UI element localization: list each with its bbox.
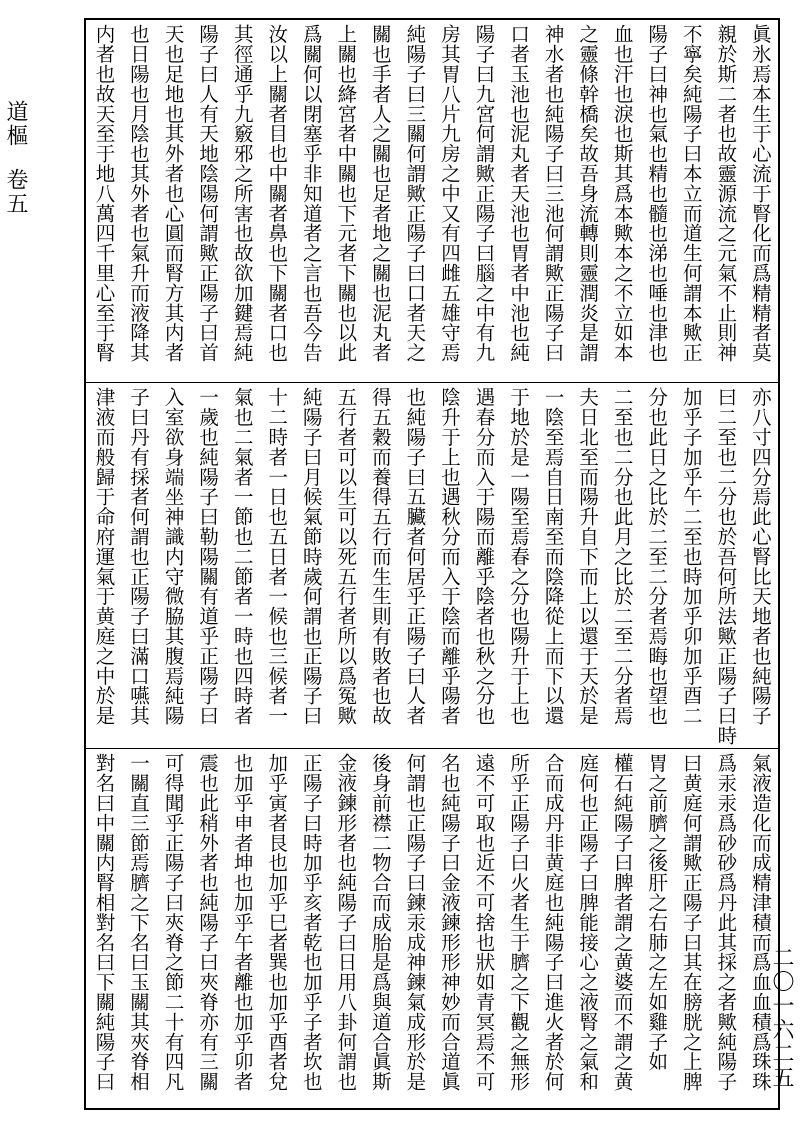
text-column: 權石純陽子曰脾者謂之黄婆而不謂之黄	[610, 753, 634, 1092]
text-column: 亦八寸四分焉此心腎比天地者也純陽子	[748, 387, 772, 726]
text-column: 其徑通乎九竅邪之所害也故欲加鍵焉純	[230, 24, 254, 363]
text-column: 名也純陽子曰金液鍊形形神妙而合道眞	[437, 753, 461, 1092]
text-column: 合而成丹非黄庭也純陽子曰進火者於何	[541, 753, 565, 1092]
text-column: 天也足地也其外者也心圓而腎方其内者	[161, 24, 185, 363]
text-column: 汝以上關者目也中關者鼻也下關者口也	[265, 24, 289, 363]
text-column: 上關也絳宮者中關也下元者下關也以此	[334, 24, 358, 363]
page-number: 二〇一六二五	[769, 946, 794, 1090]
text-column: 親於斯二者也故靈源流之元氣不止則神	[714, 24, 738, 363]
text-column: 正陽子曰時加乎亥者乾也加乎子者坎也	[299, 753, 323, 1092]
text-column: 二至也二分也此月之比於二至二分者焉	[610, 387, 634, 726]
text-column: 陽子曰九宮何謂歟正陽子曰腦之中有九	[472, 24, 496, 363]
text-column: 加乎寅者艮也加乎巳者巽也加乎酉者兌	[265, 753, 289, 1092]
text-column: 五行者可以生可以死五行者所以爲冤歟	[334, 387, 358, 726]
text-column: 分也此日之比於二至二分者焉晦也望也	[645, 387, 669, 726]
text-column: 眞氷焉本生于心流于腎化而爲精精者莫	[748, 24, 772, 363]
text-column: 氣液造化而成精津積而爲血血積爲珠珠	[748, 753, 772, 1092]
text-column: 遇春分而入于陽而離乎陰者也秋之分也	[472, 387, 496, 726]
text-column: 陰升于上也遇秋分而入于陰而離乎陽者	[437, 387, 461, 726]
text-column: 曰黄庭何謂歟正陽子曰其在膀胱之上脾	[679, 753, 703, 1092]
text-panel-bottom	[94, 749, 770, 1108]
text-column: 何謂也正陽子曰鍊汞成神鍊氣成形於是	[403, 753, 427, 1092]
text-column: 所乎正陽子曰火者生于臍之下觀之無形	[507, 753, 531, 1092]
page-frame	[84, 18, 780, 1110]
text-panel-middle	[94, 383, 770, 748]
text-column: 金液鍊形者也純陽子曰日用八卦何謂也	[334, 753, 358, 1092]
text-column: 爲關何以閉塞乎非知道者之言也吾今告	[299, 24, 323, 363]
text-column: 血也汗也淚也斯其爲本歟本之不立如本	[610, 24, 634, 363]
text-column: 也日陽也月陰也其外者也氣升而液降其	[127, 24, 151, 363]
text-column: 也純陽子曰五臟者何居乎正陽子曰人者	[403, 387, 427, 726]
text-column: 氣也二氣者一節也二節者一時也四時者	[230, 387, 254, 726]
text-column: 不寧矣純陽子曰本立而道生何謂本歟正	[679, 24, 703, 363]
text-column: 得五穀而養得五行而生生則有敗者也故	[368, 387, 392, 726]
book-title: 道樞	[3, 100, 28, 148]
text-column: 對名曰中關内腎相對名曰下關純陽子曰	[92, 753, 116, 1092]
text-column: 也加乎申者坤也加乎午者離也加乎卯者	[230, 753, 254, 1092]
text-column: 庭何也正陽子曰脾能接心之液腎之氣和	[576, 753, 600, 1092]
text-column: 一關直三節焉臍之下名曰玉關其夾脊相	[127, 753, 151, 1092]
text-column: 一陰至焉自日南至而陰降從上而下以還	[541, 387, 565, 726]
text-column: 入室欲身端坐神識内守微脇其腹焉純陽	[161, 387, 185, 726]
text-column: 爲汞汞爲砂砂爲丹此其採之者歟純陽子	[714, 753, 738, 1092]
text-column: 關也手者人之關也足者地之關也泥丸者	[368, 24, 392, 363]
text-column: 十二時者一日也五日者一候也三候者一	[265, 387, 289, 726]
text-column: 口者玉池也泥丸者天池也胃者中池也純	[507, 24, 531, 363]
text-column: 之靈條幹橋矣故吾身流轉則靈潤炎是謂	[576, 24, 600, 363]
text-column: 曰二至也二分也於吾何所法歟正陽子曰時	[714, 387, 738, 746]
text-column: 子曰丹有採者何謂也正陽子曰滿口嚥其	[127, 387, 151, 726]
text-column: 純陽子曰三關何謂歟正陽子曰口者天之	[403, 24, 427, 363]
text-column: 胃之前臍之後肝之右肺之左如雞子如	[645, 753, 669, 1072]
text-column: 一歲也純陽子曰勒陽關有道乎正陽子曰	[196, 387, 220, 726]
text-column: 震也此稍外者也純陽子曰夾脊亦有三關	[196, 753, 220, 1092]
text-column: 神水者也純陽子曰三池何謂歟正陽子曰	[541, 24, 565, 363]
text-column: 遠不可取也近不可捨也狀如青冥焉不可	[472, 753, 496, 1092]
text-column: 陽子曰人有天地陰陽何謂歟正陽子曰首	[196, 24, 220, 363]
volume-label: 卷五	[3, 168, 28, 216]
text-column: 後身前襟二物合而成胎是爲與道合眞斯	[368, 753, 392, 1092]
text-panel-top	[94, 20, 770, 382]
book-title-margin	[4, 100, 26, 216]
text-column: 加乎子加乎午二至也時加乎卯加乎酉二	[679, 387, 703, 726]
text-column: 津液而般歸于命府運氣于黄庭之中於是	[92, 387, 116, 726]
text-column: 可得聞乎正陽子曰夾脊之節二十有四凡	[161, 753, 185, 1092]
text-column: 内者也故天至于地八萬四千里心至于腎	[92, 24, 116, 363]
text-column: 純陽子曰月候氣節時歲何謂也正陽子曰	[299, 387, 323, 726]
text-column: 陽子曰神也氣也精也髓也涕也唾也津也	[645, 24, 669, 363]
text-column: 于地於是一陽至焉春之分也陽升于上也	[507, 387, 531, 726]
text-column: 夫日北至而陽升自下而上以還于天於是	[576, 387, 600, 726]
text-column: 房其胃八片九房之中又有四雌五雄守焉	[437, 24, 461, 363]
